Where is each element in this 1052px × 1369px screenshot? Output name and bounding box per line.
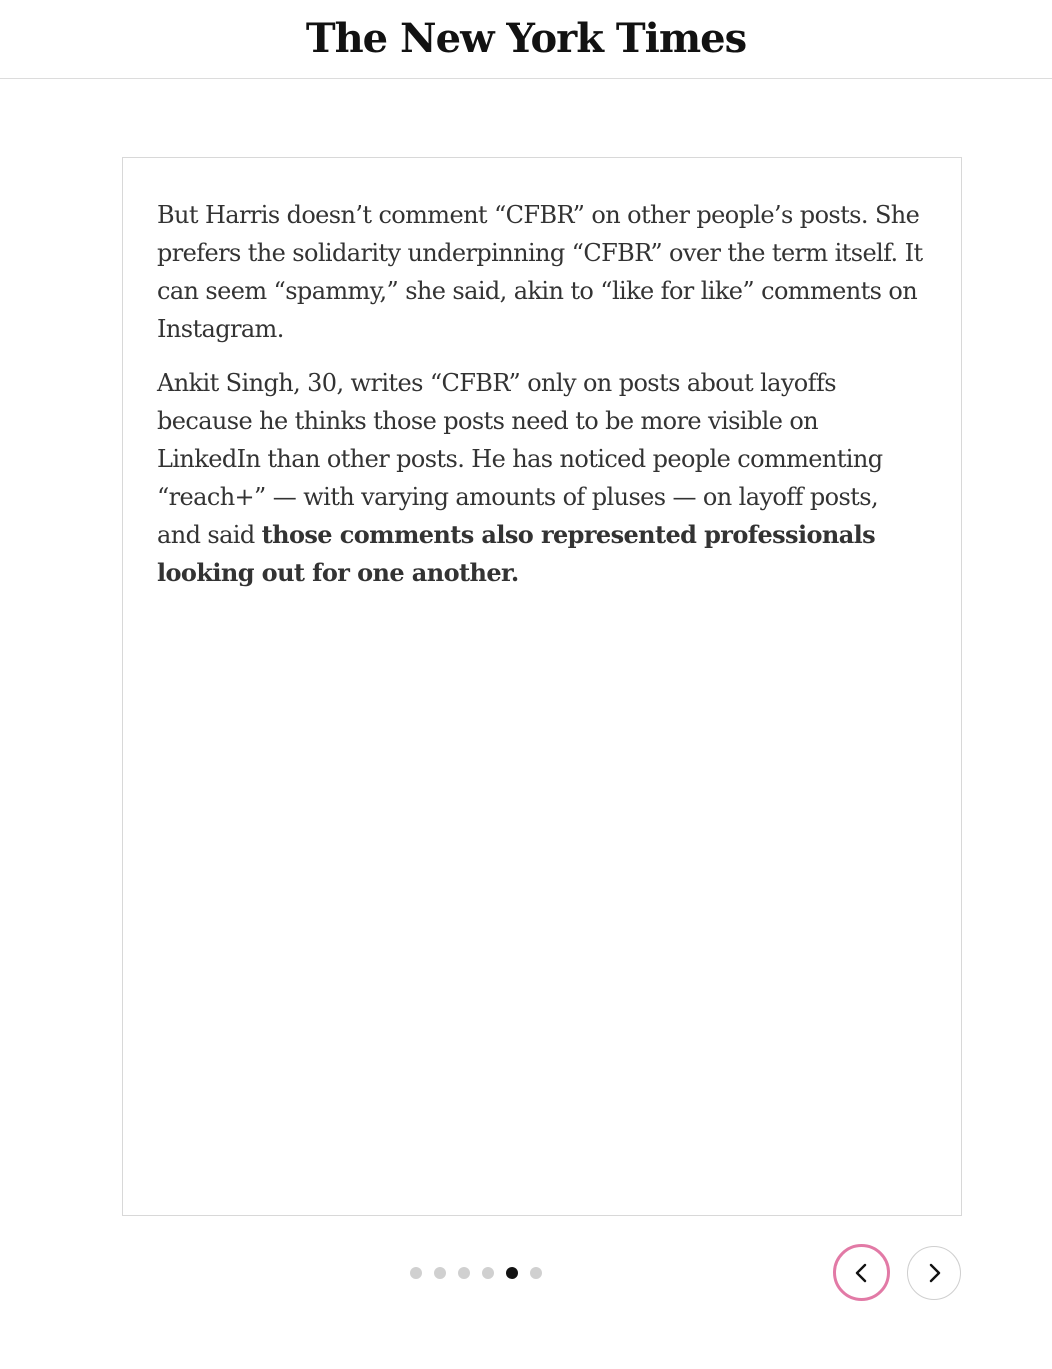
pagination-dot[interactable] <box>482 1267 494 1279</box>
masthead <box>0 0 1052 79</box>
story-card <box>122 157 962 1216</box>
chevron-right-icon <box>923 1262 945 1284</box>
pagination-dot[interactable] <box>530 1267 542 1279</box>
nyt-logo[interactable]: The New York Times <box>305 15 747 62</box>
paragraph-2-text: Ankit Singh, 30, writes “CFBR” only on posts about layoffs because he thinks those posts need to be more visible on LinkedIn than other posts. He has noticed people commenting “reach+” — with varying amounts of pluses — on layoff posts, and said <box>157 369 883 549</box>
story-card-body <box>157 196 927 608</box>
previous-button[interactable] <box>833 1244 890 1301</box>
pagination-dot[interactable] <box>410 1267 422 1279</box>
pagination-dots <box>410 1266 554 1280</box>
chevron-left-icon <box>851 1262 873 1284</box>
paragraph-1-text: But Harris doesn’t comment “CFBR” on other people’s posts. She prefers the solidarity underpinning “CFBR” over the term itself. It can seem “spammy,” she said, akin to “like for like” comments on Instagram. <box>157 201 923 343</box>
pagination-dot-active[interactable] <box>506 1267 518 1279</box>
paragraph-1 <box>157 196 927 348</box>
pagination-dot[interactable] <box>434 1267 446 1279</box>
paragraph-2-bold-link[interactable]: those comments also represented professionals looking out for one another. <box>157 520 876 587</box>
next-button[interactable] <box>907 1246 961 1300</box>
pagination-dot[interactable] <box>458 1267 470 1279</box>
paragraph-2 <box>157 364 927 592</box>
